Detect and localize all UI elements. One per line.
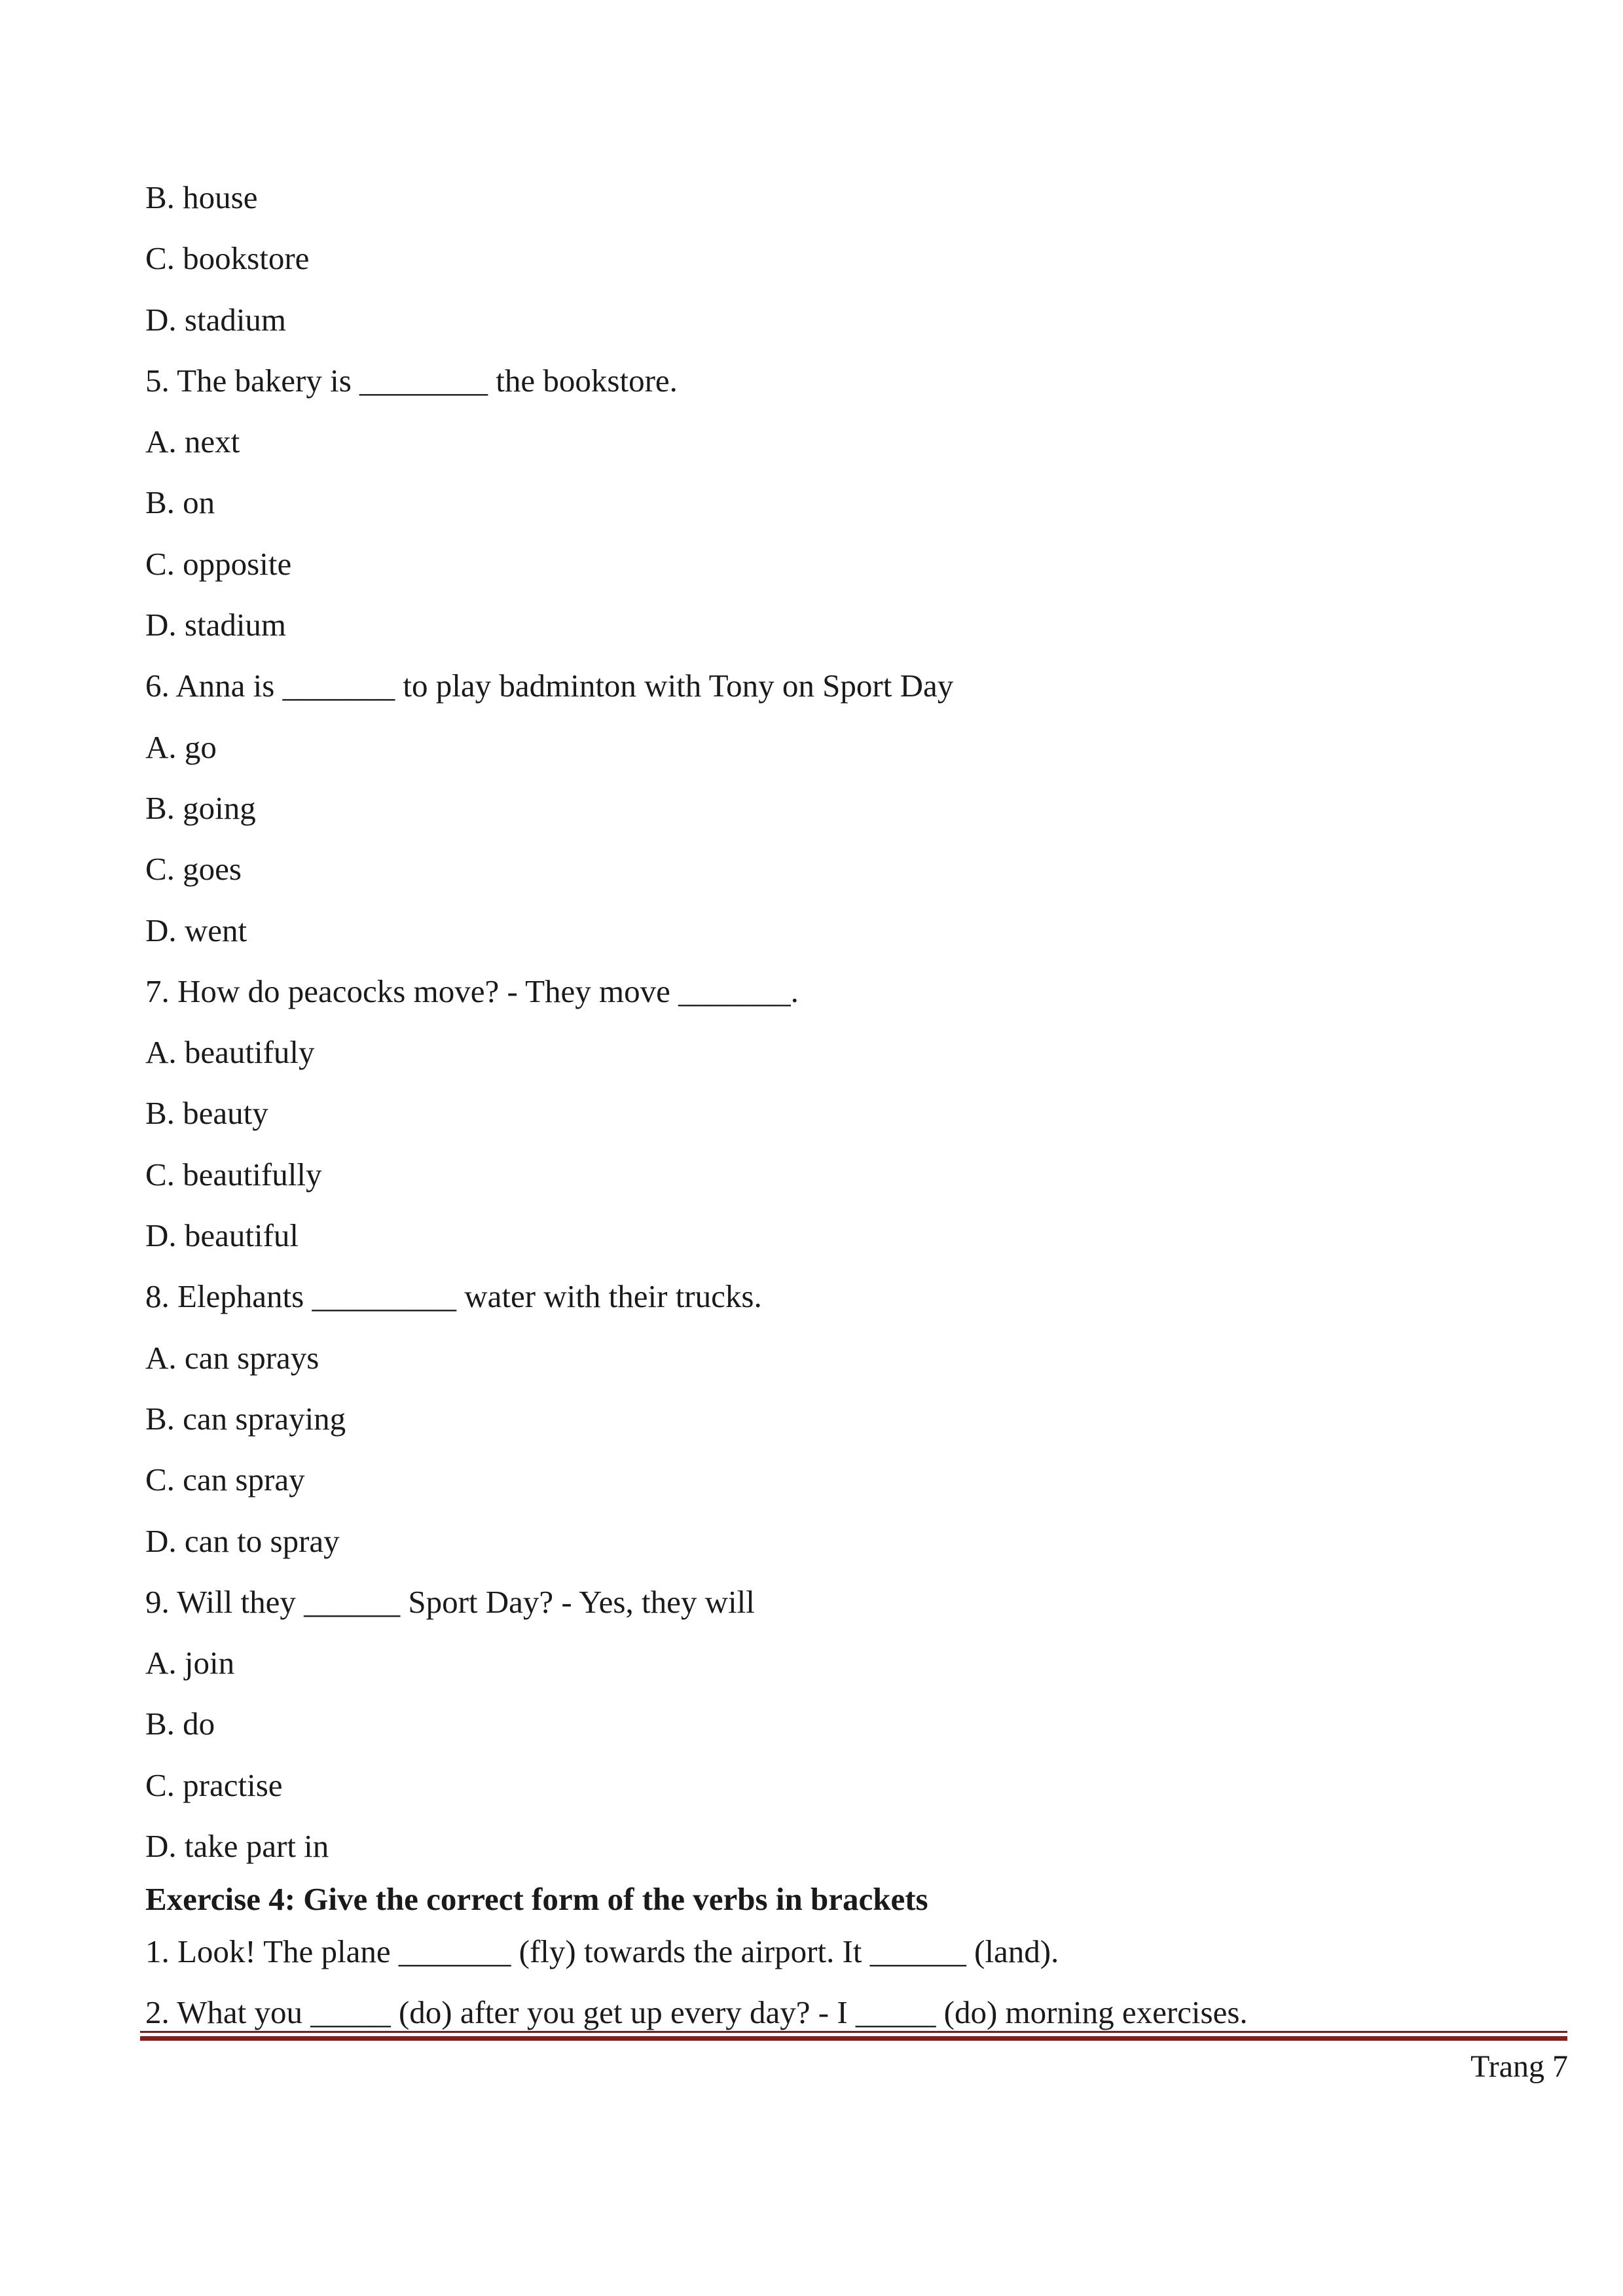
- q6-option-b: B. going: [145, 789, 256, 826]
- q8-option-a: A. can sprays: [145, 1339, 319, 1376]
- q5-option-d: D. stadium: [145, 607, 287, 643]
- q5-option-b: B. on: [145, 484, 215, 521]
- q8-option-c: C. can spray: [145, 1462, 305, 1498]
- question-list: [145, 167, 1559, 1876]
- q7-option-c: C. beautifully: [145, 1156, 322, 1193]
- q9-option-b: B. do: [145, 1706, 215, 1742]
- option-c-bookstore: C. bookstore: [145, 240, 310, 277]
- option-b-house: B. house: [145, 179, 258, 215]
- q9-option-c: C. practise: [145, 1767, 283, 1803]
- page-number: Trang 7: [1470, 2049, 1568, 2084]
- q5-option-a: A. next: [145, 423, 240, 460]
- q9-option-a: A. join: [145, 1645, 235, 1681]
- q9-option-d: D. take part in: [145, 1828, 329, 1865]
- q7-option-b: B. beauty: [145, 1095, 268, 1132]
- footer-rule-thin: [140, 2031, 1567, 2033]
- question-7: 7. How do peacocks move? - They move _______.: [145, 973, 799, 1009]
- q6-option-c: C. goes: [145, 851, 242, 888]
- question-5: 5. The bakery is ________ the bookstore.: [145, 362, 678, 399]
- q8-option-b: B. can spraying: [145, 1400, 346, 1437]
- question-6: 6. Anna is _______ to play badminton with Tony on Sport Day: [145, 668, 954, 704]
- question-9: 9. Will they ______ Sport Day? - Yes, they will: [145, 1583, 755, 1620]
- footer-rule-thick: [140, 2036, 1567, 2041]
- exercise-4-heading: Exercise 4: Give the correct form of the verbs in brackets: [145, 1881, 928, 1917]
- q5-option-c: C. opposite: [145, 545, 292, 582]
- exercise-4-item-2: 2. What you _____ (do) after you get up every day? - I _____ (do) morning exercises.: [145, 1994, 1248, 2030]
- q7-option-a: A. beautifuly: [145, 1034, 315, 1071]
- q6-option-a: A. go: [145, 728, 217, 765]
- q6-option-d: D. went: [145, 912, 247, 948]
- option-d-stadium: D. stadium: [145, 301, 287, 338]
- exercise-4-items: [145, 1921, 1248, 2043]
- question-8: 8. Elephants _________ water with their trucks.: [145, 1278, 762, 1315]
- q8-option-d: D. can to spray: [145, 1522, 340, 1559]
- q7-option-d: D. beautiful: [145, 1217, 299, 1254]
- exercise-4-item-1: 1. Look! The plane _______ (fly) towards the airport. It ______ (land).: [145, 1933, 1059, 1969]
